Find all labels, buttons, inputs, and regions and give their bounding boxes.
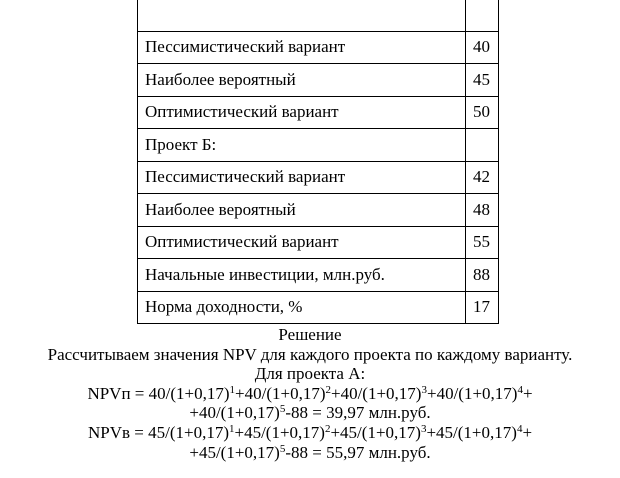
row-value: 42 [466,161,499,194]
row-value: 40 [466,31,499,64]
row-value: 50 [466,96,499,129]
row-label: Наиболее вероятный [138,194,466,227]
table-row [138,96,499,129]
row-label: Пессимистический вариант [138,31,466,64]
row-label: Начальные инвестиции, млн.руб. [138,259,466,292]
row-value: 17 [466,291,499,324]
table-row [138,259,499,292]
parameters-table [137,0,499,324]
solution-intro: Рассчитываем значения NPV для каждого проекта по каждому варианту. [47,344,573,364]
table-row [138,291,499,324]
row-label: Наиболее вероятный [138,64,466,97]
project-a-label: Для проекта А: [254,364,366,384]
row-value: 88 [466,259,499,292]
row-label: Оптимистический вариант [138,226,466,259]
npv-probable-formula-line1: NPVв = $45/(1+0,17)^1+45/(1+0,17)^2+45/(1+0,17)^3+45/(1+0,17)^4+$ [87,422,533,442]
table-row [138,161,499,194]
row-label [138,0,466,31]
table-row [138,194,499,227]
row-value [466,0,499,31]
table-row [138,64,499,97]
table-row [138,31,499,64]
row-value: 45 [466,64,499,97]
row-label: Оптимистический вариант [138,96,466,129]
row-value: 55 [466,226,499,259]
row-label: Пессимистический вариант [138,161,466,194]
npv-pessimistic-formula-line2: $+40/(1+0,17)^5-88 = 39,97$ млн.руб. [189,403,431,423]
row-label: Норма доходности, % [138,291,466,324]
row-label: Проект Б: [138,129,466,162]
solution-section [0,325,620,462]
npv-probable-formula-line2: $+45/(1+0,17)^5-88 = 55,97$ млн.руб. [189,442,431,462]
table-row [138,226,499,259]
npv-pessimistic-formula-line1: NPVп = $40/(1+0,17)^1+40/(1+0,17)^2+40/(1+0,17)^3+40/(1+0,17)^4+$ [87,383,533,403]
solution-heading: Решение [278,325,342,344]
row-value: 48 [466,194,499,227]
table-row [138,0,499,31]
row-value [466,129,499,162]
table-row [138,129,499,162]
